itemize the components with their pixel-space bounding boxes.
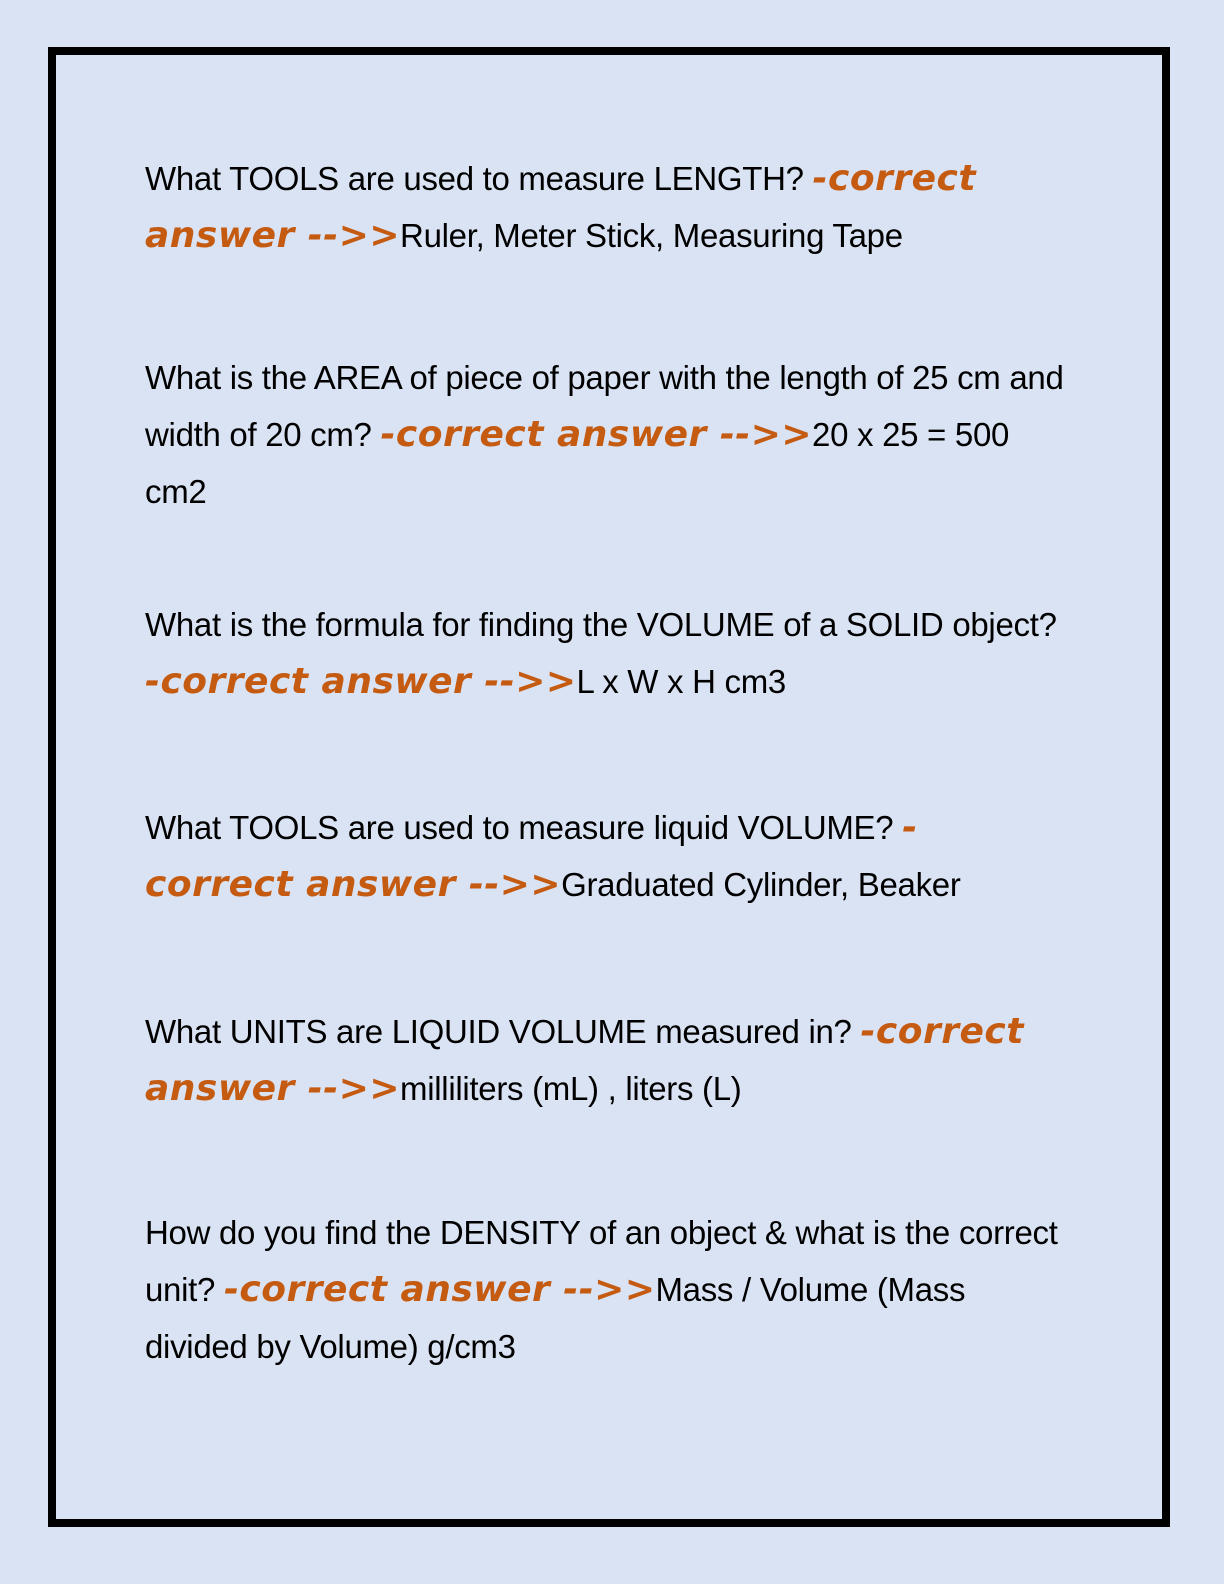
question-text: What is the AREA of piece of paper with the length of 25 cm and width of 20 cm? (145, 359, 1064, 453)
correct-answer-marker: -correct answer -->> (145, 158, 977, 256)
answer-text: Mass / Volume (Mass divided by Volume) g/cm3 (145, 1271, 966, 1365)
qa-item (145, 799, 1065, 913)
correct-answer-marker: -correct answer -->> (145, 807, 918, 905)
answer-text: Graduated Cylinder, Beaker (561, 866, 961, 903)
answer-text: Ruler, Meter Stick, Measuring Tape (400, 217, 903, 254)
qa-item (145, 150, 1065, 264)
correct-answer-marker: -correct answer -->> (145, 1011, 1024, 1109)
correct-answer-marker: -correct answer -->> (145, 661, 577, 702)
question-text: What TOOLS are used to measure LENGTH? (145, 160, 813, 197)
question-text: What TOOLS are used to measure liquid VOLUME? (145, 809, 903, 846)
answer-text: milliliters (mL) , liters (L) (400, 1070, 742, 1107)
question-text: What UNITS are LIQUID VOLUME measured in? (145, 1013, 861, 1050)
qa-item (145, 1204, 1065, 1375)
qa-item (145, 596, 1065, 710)
answer-text: 20 x 25 = 500 cm2 (145, 416, 1010, 510)
qa-item (145, 1003, 1065, 1117)
question-text: How do you find the DENSITY of an object & what is the correct unit? (145, 1214, 1058, 1308)
question-text: What is the formula for finding the VOLUME of a SOLID object? (145, 606, 1057, 643)
qa-item (145, 349, 1065, 520)
correct-answer-marker: -correct answer -->> (380, 414, 813, 455)
answer-text: L x W x H cm3 (576, 663, 786, 700)
correct-answer-marker: -correct answer -->> (223, 1269, 656, 1310)
